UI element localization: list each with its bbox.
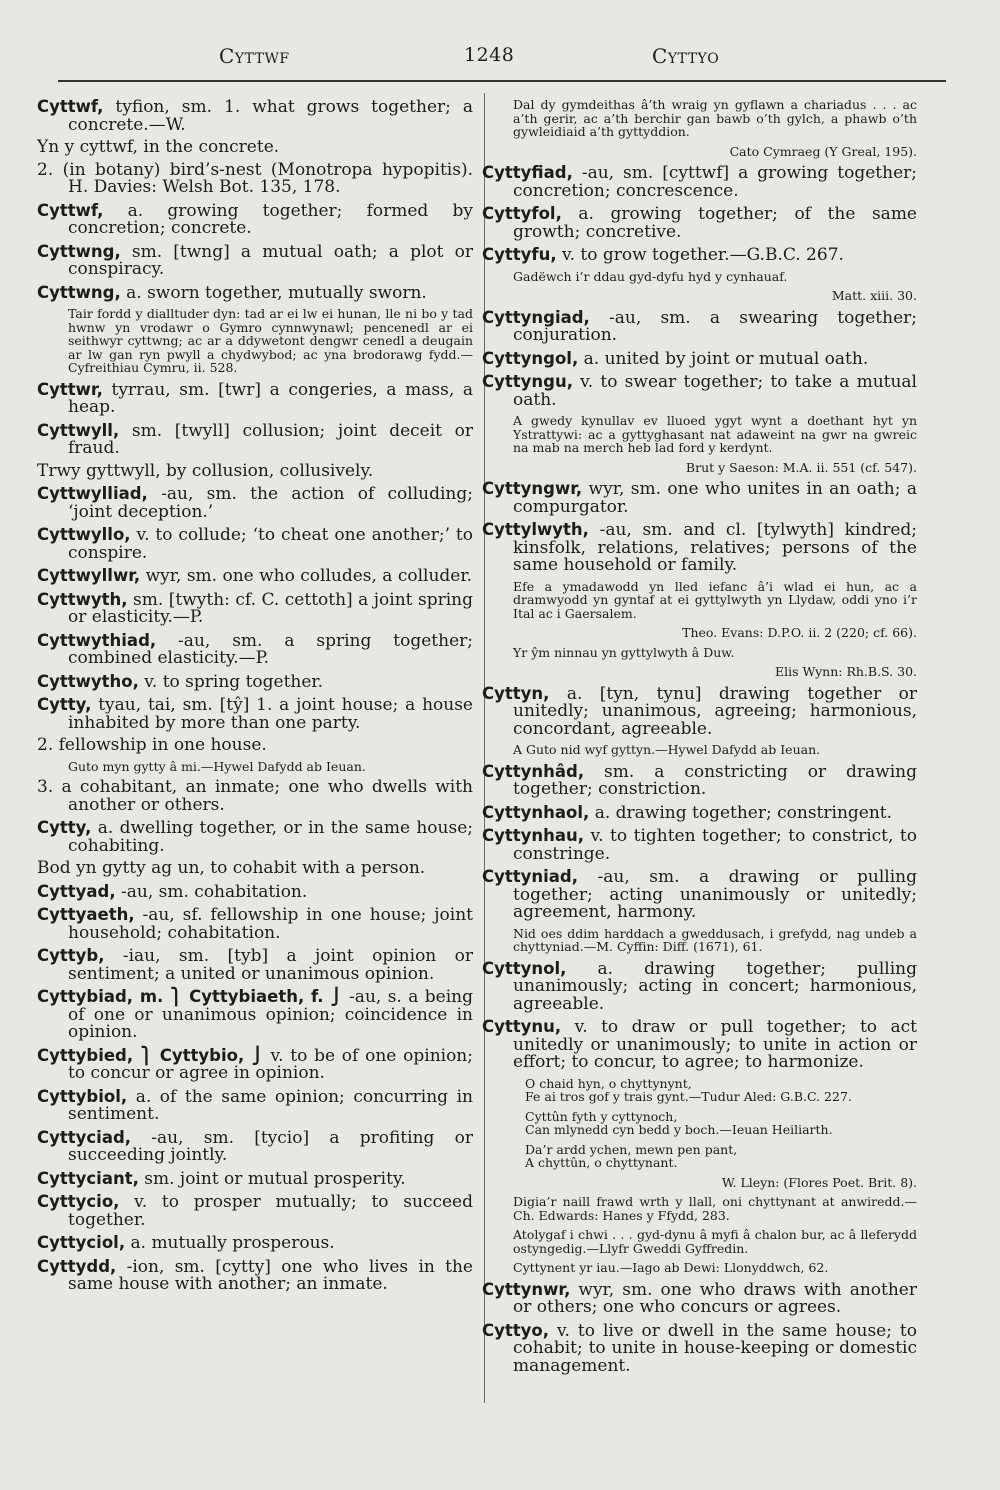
definition: -au, sm. a spring together; combined elasticity.—P. <box>68 630 473 668</box>
definition: tyrrau, sm. [twr] a congeries, a mass, a heap. <box>68 379 473 417</box>
headword: Cyttwyllwr, <box>37 566 141 585</box>
page-number: 1248 <box>464 44 515 66</box>
definition: -iau, sm. [tyb] a joint opinion or sentiment; a united or unanimous opinion. <box>68 946 473 984</box>
definition: v. to swear together; to take a mutual oath. <box>513 372 917 410</box>
dictionary-entry <box>482 350 917 369</box>
dictionary-entry <box>37 1234 473 1253</box>
header-rule <box>58 80 946 82</box>
headword: Cyttyo, <box>482 1320 549 1340</box>
dictionary-entry <box>482 804 917 823</box>
definition: sm. [twyth: cf. C. cettoth] a joint spring or elasticity.—P. <box>68 589 473 627</box>
dictionary-entry <box>482 246 917 265</box>
headword: Cyttwyll, <box>37 420 120 440</box>
definition: a. drawing together; constringent. <box>589 802 893 823</box>
headword: Cyttwythiad, <box>37 630 157 650</box>
headword: Cyttyfol, <box>482 204 562 223</box>
definition: v. to live or dwell in the same house; to cohabit; to unite in house-keeping or domestic management. <box>513 1320 917 1376</box>
running-header <box>54 44 946 74</box>
definition: v. to prosper mutually; to succeed together. <box>68 1192 473 1230</box>
definition: tyau, tai, sm. [tŷ] 1. a joint house; a house inhabited by more than one party. <box>68 695 473 733</box>
headword: Cyttynwr, <box>482 1279 571 1299</box>
dictionary-entry <box>37 526 473 562</box>
dictionary-entry <box>37 202 473 238</box>
headword: Cyttyciol, <box>37 1233 126 1252</box>
definition: -au, sm. a drawing or pulling together; acting unanimously or unitedly; agreement, harmony. <box>513 867 917 922</box>
definition: -au, sm. [cyttwf] a growing together; concretion; concrescence. <box>513 163 917 201</box>
dictionary-entry <box>482 868 917 922</box>
headword: Cyttwyth, <box>37 589 128 609</box>
definition: -au, sm. cohabitation. <box>115 881 308 902</box>
citation-quote: Guto myn gytty â mi.—Hywel Dafydd ab Ieuan. <box>68 758 366 774</box>
headword: Cyttyfu, <box>482 245 557 264</box>
definition: tyfion, sm. 1. what grows together; a concrete.—W. <box>68 97 473 135</box>
definition: a. mutually prosperous. <box>125 1233 335 1253</box>
dictionary-entry <box>37 1129 473 1165</box>
citation-quote: A Guto nid wyf gyttyn.—Hywel Dafydd ab Ieuan. <box>513 742 821 757</box>
headword: Cyttybiad, m. ⎫ Cyttybiaeth, f. ⎭ <box>37 987 343 1006</box>
citation-quote: Gadëwch i’r ddau gyd-dyfu hyd y cynhauaf. <box>513 268 788 284</box>
citation-source: Cato Cymraeg (Y Greal, 195). <box>729 143 917 159</box>
citation-quote: Dal dy gymdeithas â’th wraig yn gyflawn a chariadus . . . ac a’th gerir, ac a’th berchir gan bawb o’th gylch, a phawb o’th gywleidiaid a’th gyttyddion. <box>513 97 917 139</box>
headword: Cyttwytho, <box>37 671 139 691</box>
definition: v. to tighten together; to constrict, to constringe. <box>513 826 917 864</box>
header-right-guide-word: Cyttyo <box>652 44 720 68</box>
header-left-guide-word: Cyttwf <box>219 44 290 68</box>
citation-quote: A gwedy kynullav ev lluoed ygyt wynt a doethant hyt yn Ystrattywi: ac a gyttyghasant nat adaweint na gwr na gwreic na mab na merch heb lad ford y kerdynt. <box>513 413 917 455</box>
right-column <box>482 98 917 1380</box>
dictionary-entry <box>37 1193 473 1229</box>
dictionary-entry <box>482 685 917 739</box>
sub-sense: 2. fellowship in one house. <box>37 735 267 755</box>
definition: sm. joint or mutual prosperity. <box>138 1168 406 1189</box>
headword: Cyttwng, <box>37 241 121 261</box>
headword: Cyttyad, <box>37 881 116 901</box>
dictionary-entry <box>37 98 473 134</box>
headword: Cyttybied, ⎫ Cyttybio, ⎭ <box>37 1045 264 1065</box>
definition: a. [tyn, tynu] drawing together or unitedly; unanimous, agreeing; harmonious, concordant, agreeable. <box>513 683 917 739</box>
headword: Cytty, <box>37 695 92 714</box>
headword: Cyttyngu, <box>482 372 573 391</box>
definition: v. to spring together. <box>138 671 324 692</box>
headword: Cyttyngiad, <box>482 307 590 327</box>
dictionary-entry <box>37 591 473 627</box>
sub-sense: Trwy gyttwyll, by collusion, collusively. <box>37 460 374 481</box>
sub-sense: 3. a cohabitant, an inmate; one who dwells with another or others. <box>37 777 473 815</box>
definition: a. dwelling together, or in the same house; cohabiting. <box>68 818 473 856</box>
definition: -au, s. a being of one or unanimous opinion; coincidence in opinion. <box>68 987 473 1042</box>
headword: Cytty, <box>37 818 92 837</box>
dictionary-entry <box>37 243 473 279</box>
citation-quote: Efe a ymadawodd yn lled iefanc â’i wlad ei hun, ac a dramwyodd yn gyntaf at ei gyttylwyth yn Llydaw, oddi yno i’r Ital ac i Gaersalem. <box>513 578 917 621</box>
headword: Cyttyfiad, <box>482 163 573 182</box>
citation-source: Elis Wynn: Rh.B.S. 30. <box>775 664 917 679</box>
definition: a. united by joint or mutual oath. <box>578 348 869 369</box>
dictionary-entry <box>482 309 917 345</box>
verse-line: Fe ai tros gof y trais gynt.—Tudur Aled: G.B.C. 227. <box>525 1089 852 1104</box>
headword: Cyttwng, <box>37 282 121 302</box>
dictionary-entry <box>482 480 917 516</box>
citation-source: W. Lleyn: (Flores Poet. Brit. 8). <box>721 1174 917 1190</box>
definition: sm. [twyll] collusion; joint deceit or fraud. <box>68 420 473 458</box>
dictionary-entry <box>37 673 473 692</box>
definition: a. growing together; formed by concretion; concrete. <box>68 200 473 238</box>
headword: Cyttynhau, <box>482 826 585 845</box>
definition: v. to be of one opinion; to concur or agree in opinion. <box>68 1045 473 1083</box>
headword: Cyttyb, <box>37 946 105 965</box>
verse-quote <box>482 1077 917 1104</box>
citation-quote: Cyttynent yr iau.—Iago ab Dewi: Llonyddwch, 62. <box>513 1260 829 1275</box>
dictionary-entry <box>482 205 917 241</box>
headword: Cyttyniad, <box>482 867 579 886</box>
verse-line: Cyttûn fyth y cyttynoch, <box>525 1108 678 1124</box>
dictionary-entry <box>37 422 473 458</box>
dictionary-entry <box>482 1281 917 1317</box>
definition: -au, sm. [tycio] a profiting or succeeding jointly. <box>68 1127 473 1165</box>
dictionary-entry <box>37 819 473 855</box>
dictionary-entry <box>37 1088 473 1124</box>
headword: Cyttyngol, <box>482 348 579 368</box>
sub-sense: 2. (in botany) bird’s-nest (Monotropa hypopitis). H. Davies: Welsh Bot. 135, 178. <box>37 159 473 197</box>
headword: Cyttwylliad, <box>37 484 148 503</box>
dictionary-entry <box>37 567 473 586</box>
dictionary-entry <box>482 1322 917 1376</box>
verse-line: Da’r ardd ychen, mewn pen pant, <box>525 1141 738 1157</box>
dictionary-entry <box>482 827 917 863</box>
headword: Cyttynol, <box>482 958 567 978</box>
definition: wyr, sm. one who unites in an oath; a compurgator. <box>513 479 917 517</box>
verse-line: O chaid hyn, o chyttynynt, <box>525 1075 692 1091</box>
citation-quote: Tair fordd y dialltuder dyn: tad ar ei lw ei hunan, lle ni bo y tad hwnw yn vrodawr o Gymro cynnwynawl; pencenedl ar ei seithwyr cyttwng; ac ar a ddywetont dengwr cenedl a deugain ar lw gan ryn pwyll a chydwybod; ac yna brodorawg fydd.—Cyfreithiau Cymru, ii. 528. <box>68 306 473 375</box>
citation-quote: Atolygaf i chwi . . . gyd-dynu â myfi â chalon bur, ac â lleferydd ostyngedig.—Llyfr Gweddi Gyffredin. <box>513 1227 917 1256</box>
citation-source: Theo. Evans: D.P.O. ii. 2 (220; cf. 66). <box>682 625 917 640</box>
dictionary-entry <box>482 521 917 575</box>
definition: a. sworn together, mutually sworn. <box>120 282 427 303</box>
verse-quote <box>482 1143 917 1170</box>
sub-sense: Bod yn gytty ag un, to cohabit with a person. <box>37 858 426 878</box>
headword: Cyttynhâd, <box>482 761 585 781</box>
verse-line: A chyttûn, o chyttynant. <box>525 1155 678 1170</box>
definition: a. of the same opinion; concurring in sentiment. <box>68 1086 473 1124</box>
dictionary-entry <box>37 988 473 1042</box>
definition: -au, sm. and cl. [tylwyth] kindred; kinsfolk, relations, relatives; persons of the same household or family. <box>513 520 917 575</box>
sub-sense: Yn y cyttwf, in the concrete. <box>37 137 280 157</box>
dictionary-entry <box>37 284 473 303</box>
headword: Cyttwf, <box>37 97 104 116</box>
citation-quote: Yr ŷm ninnau yn gyttylwyth â Duw. <box>513 644 735 660</box>
definition: sm. a constricting or drawing together; constriction. <box>513 761 917 799</box>
definition: sm. [twng] a mutual oath; a plot or conspiracy. <box>68 241 473 279</box>
headword: Cyttyciad, <box>37 1127 132 1147</box>
dictionary-entry <box>37 696 473 732</box>
dictionary-entry <box>37 1170 473 1189</box>
headword: Cyttylwyth, <box>482 520 589 539</box>
dictionary-entry <box>37 883 473 902</box>
definition: -au, sf. fellowship in one house; joint household; cohabitation. <box>68 905 473 943</box>
definition: -ion, sm. [cytty] one who lives in the same house with another; an inmate. <box>68 1256 473 1294</box>
headword: Cyttwf, <box>37 200 104 220</box>
citation-source: Matt. xiii. 30. <box>831 288 917 303</box>
headword: Cyttyn, <box>482 683 550 703</box>
dictionary-entry <box>37 381 473 417</box>
definition: v. to collude; ‘to cheat one another;’ to conspire. <box>68 525 473 563</box>
verse-line: Can mlynedd cyn bedd y boch.—Ieuan Heiliarth. <box>525 1122 833 1137</box>
dictionary-entry <box>482 960 917 1014</box>
dictionary-entry <box>37 1047 473 1083</box>
headword: Cyttwr, <box>37 379 103 399</box>
citation-quote: Nid oes ddim harddach a gweddusach, i grefydd, nag undeb a chyttyniad.—M. Cyffin: Diff. (1671), 61. <box>513 925 917 954</box>
dictionary-entry <box>482 1018 917 1072</box>
citation-source: Brut y Saeson: M.A. ii. 551 (cf. 547). <box>685 459 917 475</box>
definition: -au, sm. the action of colluding; ‘joint deception.’ <box>68 484 473 522</box>
headword: Cyttyaeth, <box>37 905 135 924</box>
definition: a. drawing together; pulling unanimously; acting in concert; harmonious, agreeable. <box>513 958 917 1014</box>
definition: v. to draw or pull together; to act unitedly or unanimously; to unite in action or effort; to concur, to agree; to harmonize. <box>513 1017 917 1072</box>
headword: Cyttynhaol, <box>482 802 590 822</box>
headword: Cyttydd, <box>37 1256 117 1276</box>
left-column <box>37 98 473 1299</box>
headword: Cyttyciant, <box>37 1168 139 1188</box>
dictionary-entry <box>37 632 473 668</box>
headword: Cyttwyllo, <box>37 525 131 544</box>
dictionary-entry <box>37 906 473 942</box>
definition: wyr, sm. one who colludes, a colluder. <box>140 566 473 586</box>
headword: Cyttynu, <box>482 1017 562 1036</box>
dictionary-entry <box>37 1258 473 1294</box>
dictionary-entry <box>37 485 473 521</box>
headword: Cyttyngwr, <box>482 479 583 498</box>
definition: wyr, sm. one who draws with another or others; one who concurs or agrees. <box>513 1279 917 1317</box>
headword: Cyttybiol, <box>37 1086 128 1106</box>
citation-quote: Digia’r naill frawd wrth y llall, oni chyttynant at anwiredd.—Ch. Edwards: Hanes y Ffydd, 283. <box>513 1194 917 1223</box>
dictionary-entry <box>37 947 473 983</box>
headword: Cyttycio, <box>37 1192 120 1211</box>
definition: v. to grow together.—G.B.C. 267. <box>556 245 844 265</box>
definition: -au, sm. a swearing together; conjuration. <box>513 307 917 345</box>
dictionary-entry <box>482 373 917 409</box>
dictionary-entry <box>482 164 917 200</box>
verse-quote <box>482 1110 917 1137</box>
dictionary-entry <box>482 763 917 799</box>
definition: a. growing together; of the same growth; concretive. <box>513 204 917 242</box>
